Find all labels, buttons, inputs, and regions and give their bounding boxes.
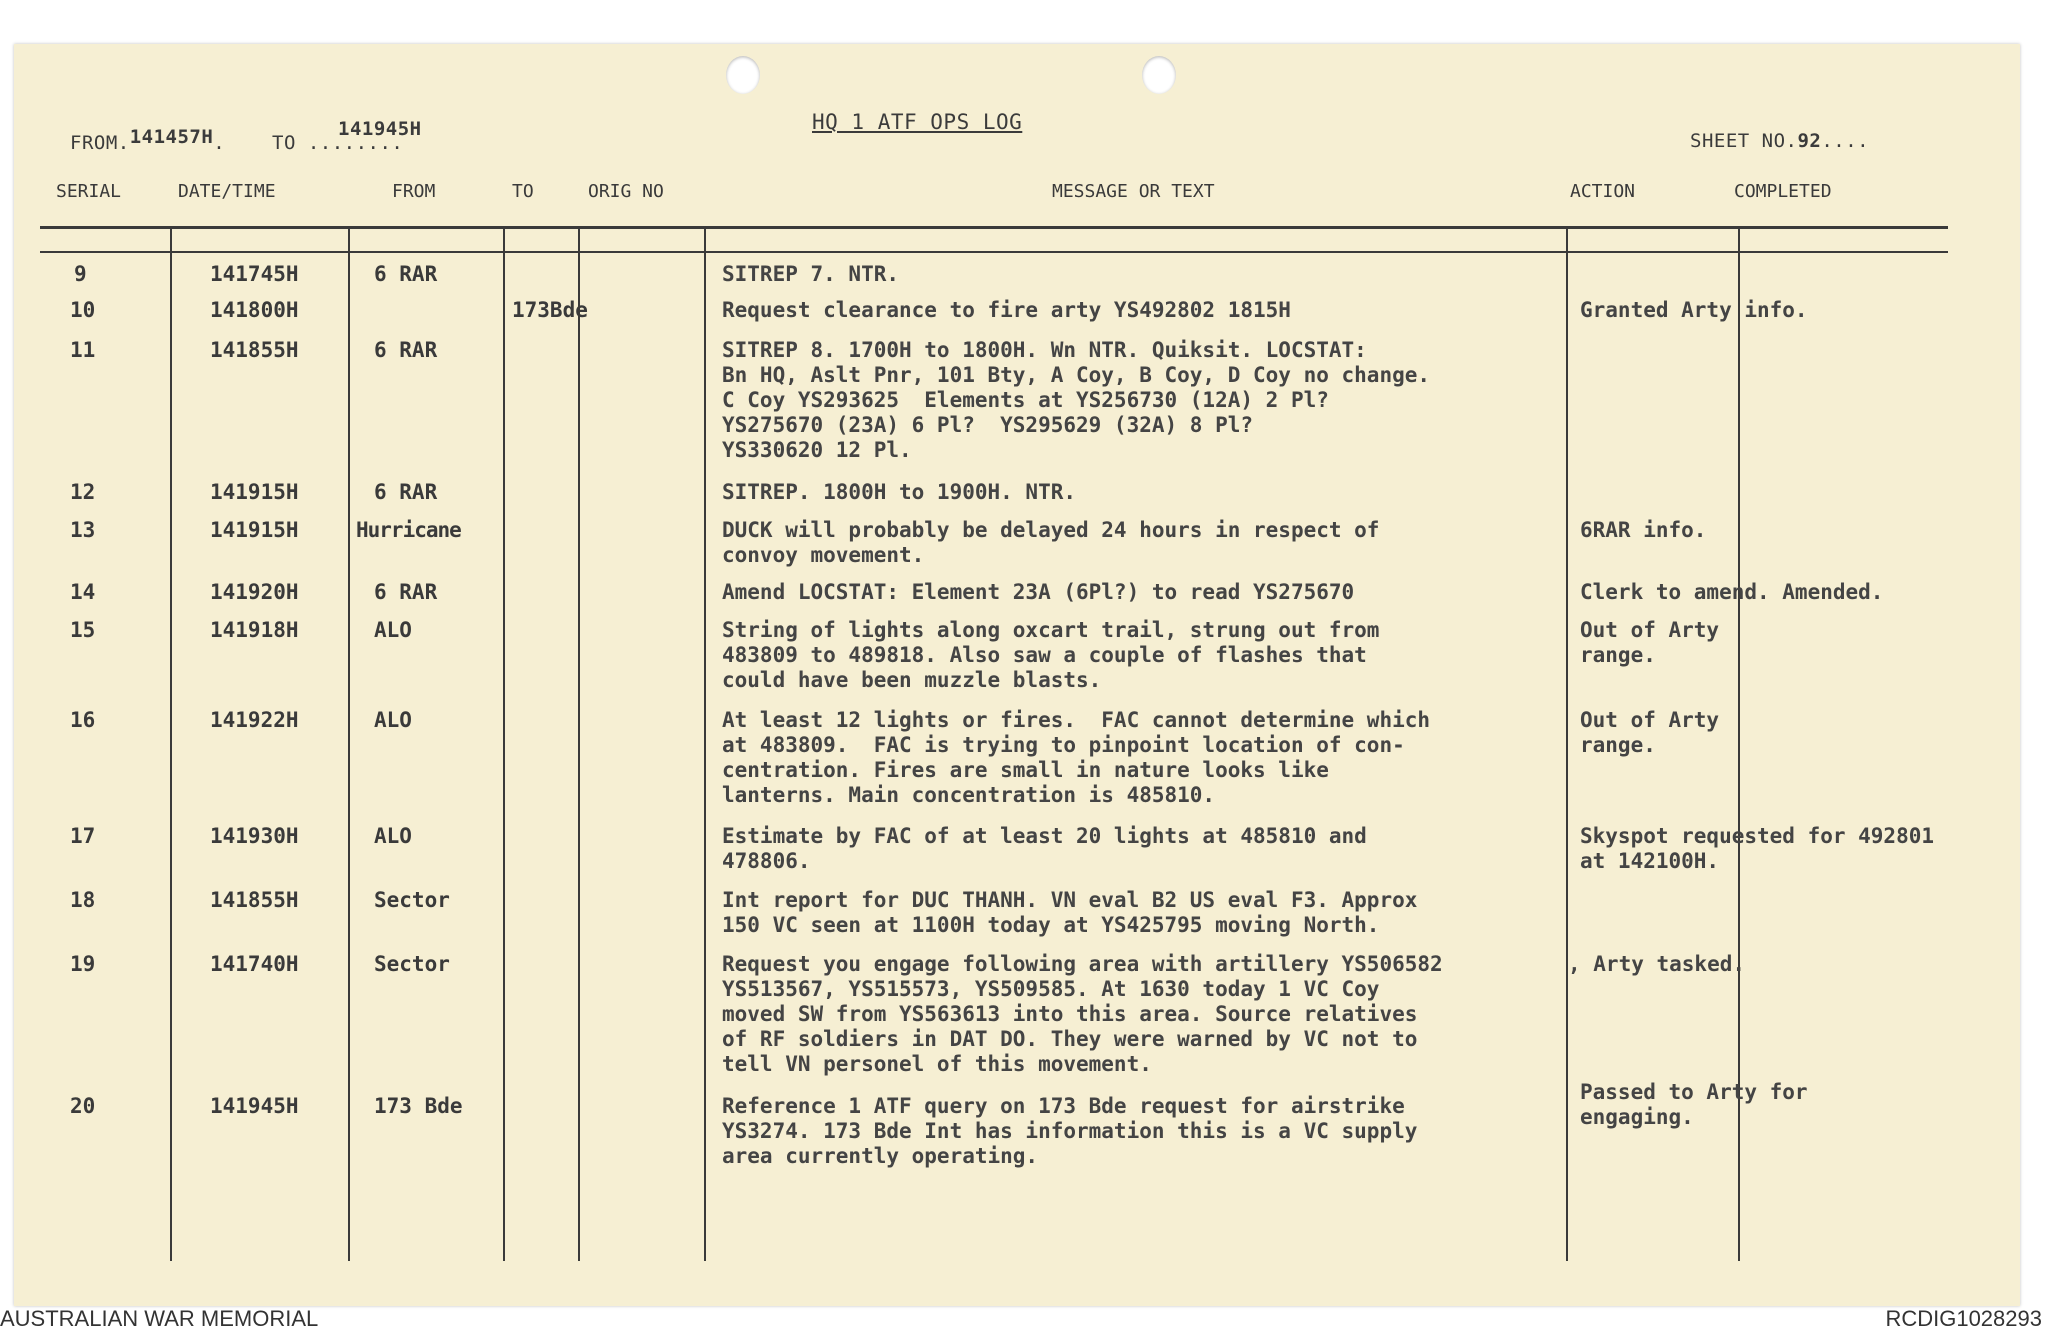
message-cell: SITREP 8. 1700H to 1800H. Wn NTR. Quiksit. LOCSTAT: Bn HQ, Aslt Pnr, 101 Bty, A Coy, B Coy, D Coy no change. C Coy YS293625 Elements at YS256730 (12A) 2 Pl? YS275670 (23A) 6 Pl? YS295629 (32A) 8 Pl? YS330620 12 Pl. — [722, 338, 1431, 462]
action-cell: Skyspot requested for 492801 at 142100H. — [1580, 824, 1935, 873]
from-cell: Hurricane — [356, 518, 461, 542]
sheet-value: 92 — [1797, 130, 1822, 152]
datetime-cell: 141920H — [210, 580, 299, 604]
column-divider — [170, 226, 172, 1261]
from-cell: 6 RAR — [374, 338, 438, 362]
action-cell: Granted Arty info. — [1580, 298, 1808, 322]
col-header-to: TO — [512, 181, 534, 202]
column-divider — [348, 226, 350, 1261]
action-cell: 6RAR info. — [1580, 518, 1707, 542]
sheet-dots: .... — [1821, 130, 1870, 152]
datetime-cell: 141740H — [210, 952, 299, 976]
message-cell: Reference 1 ATF query on 173 Bde request for airstrike YS3274. 173 Bde Int has information this is a VC supply area currently operating. — [722, 1094, 1418, 1168]
message-cell: Int report for DUC THANH. VN eval B2 US eval F3. Approx 150 VC seen at 1100H today at YS425795 moving North. — [722, 888, 1418, 937]
from-dots: . — [213, 132, 226, 154]
message-cell: Request clearance to fire arty YS492802 1815H — [722, 298, 1291, 322]
col-header-orig-no: ORIG NO — [588, 181, 664, 202]
col-header-datetime: DATE/TIME — [178, 181, 276, 202]
from-cell: 173 Bde — [374, 1094, 463, 1118]
datetime-cell: 141930H — [210, 824, 299, 848]
col-header-message: MESSAGE OR TEXT — [1052, 181, 1215, 202]
column-divider — [578, 226, 580, 1261]
punch-hole — [1142, 56, 1176, 94]
from-cell: ALO — [374, 618, 412, 642]
action-cell: Passed to Arty for engaging. — [1580, 1080, 1808, 1129]
message-cell: Amend LOCSTAT: Element 23A (6Pl?) to read YS275670 — [722, 580, 1355, 604]
serial-cell: 16 — [70, 708, 96, 732]
to-cell: 173Bde — [512, 298, 588, 322]
datetime-cell: 141745H — [210, 262, 299, 286]
from-cell: Sector — [374, 888, 450, 912]
from-cell: 6 RAR — [374, 480, 438, 504]
action-cell: Out of Arty range. — [1580, 708, 1720, 757]
from-value: 141457H — [129, 126, 214, 148]
table-top-rule — [40, 226, 1948, 229]
message-cell: String of lights along oxcart trail, strung out from 483809 to 489818. Also saw a couple of flashes that could have been muzzle blasts. — [722, 618, 1380, 692]
from-cell: ALO — [374, 708, 412, 732]
to-label: TO ........ — [272, 132, 404, 154]
from-cell: 6 RAR — [374, 580, 438, 604]
message-cell: At least 12 lights or fires. FAC cannot determine which at 483809. FAC is trying to pinpoint location of con- centration. Fires are small in nature looks like lanterns. Main concentration is 485810. — [722, 708, 1431, 807]
serial-cell: 12 — [70, 480, 96, 504]
footer-source: AUSTRALIAN WAR MEMORIAL — [0, 1306, 319, 1331]
serial-cell: 14 — [70, 580, 96, 604]
from-cell: Sector — [374, 952, 450, 976]
message-cell: Estimate by FAC of at least 20 lights at 485810 and 478806. — [722, 824, 1367, 873]
serial-cell: 19 — [70, 952, 96, 976]
action-cell: Out of Arty range. — [1580, 618, 1720, 667]
serial-cell: 13 — [70, 518, 96, 542]
column-divider — [503, 226, 505, 1261]
col-header-action: ACTION — [1570, 181, 1636, 202]
datetime-cell: 141918H — [210, 618, 299, 642]
datetime-cell: 141922H — [210, 708, 299, 732]
column-divider — [1566, 226, 1568, 1261]
serial-cell: 10 — [70, 298, 96, 322]
header-bottom-rule — [40, 251, 1948, 253]
serial-cell: 17 — [70, 824, 96, 848]
punch-hole — [726, 56, 760, 94]
datetime-cell: 141915H — [210, 518, 299, 542]
sheet-label: SHEET NO. — [1690, 130, 1798, 152]
datetime-cell: 141915H — [210, 480, 299, 504]
column-divider — [704, 226, 706, 1261]
page-title: HQ 1 ATF OPS LOG — [812, 110, 1023, 134]
from-label: FROM. — [70, 132, 130, 154]
footer-id: RCDIG1028293 — [1885, 1306, 2042, 1331]
action-cell: , Arty tasked. — [1568, 952, 1746, 976]
serial-cell: 15 — [70, 618, 96, 642]
serial-cell: 11 — [70, 338, 96, 362]
to-value: 141945H — [338, 118, 422, 140]
col-header-serial: SERIAL — [56, 181, 122, 202]
from-cell: 6 RAR — [374, 262, 438, 286]
message-cell: DUCK will probably be delayed 24 hours in respect of convoy movement. — [722, 518, 1380, 567]
message-cell: SITREP 7. NTR. — [722, 262, 900, 286]
serial-cell: 20 — [70, 1094, 96, 1118]
serial-cell: 18 — [70, 888, 96, 912]
col-header-completed: COMPLETED — [1734, 181, 1832, 202]
col-header-from: FROM — [392, 181, 436, 202]
from-cell: ALO — [374, 824, 412, 848]
message-cell: SITREP. 1800H to 1900H. NTR. — [722, 480, 1077, 504]
serial-cell: 9 — [74, 262, 87, 286]
message-cell: Request you engage following area with artillery YS506582 YS513567, YS515573, YS509585. At 1630 today 1 VC Coy moved SW from YS563613 into this area. Source relatives of RF soldiers in DAT DO. They were warned by VC not to tell VN personel of this movement. — [722, 952, 1443, 1076]
datetime-cell: 141855H — [210, 888, 299, 912]
datetime-cell: 141945H — [210, 1094, 299, 1118]
datetime-cell: 141800H — [210, 298, 299, 322]
datetime-cell: 141855H — [210, 338, 299, 362]
action-cell: Clerk to amend. Amended. — [1580, 580, 1884, 604]
from-field — [70, 126, 226, 154]
sheet-number — [1690, 130, 1869, 152]
